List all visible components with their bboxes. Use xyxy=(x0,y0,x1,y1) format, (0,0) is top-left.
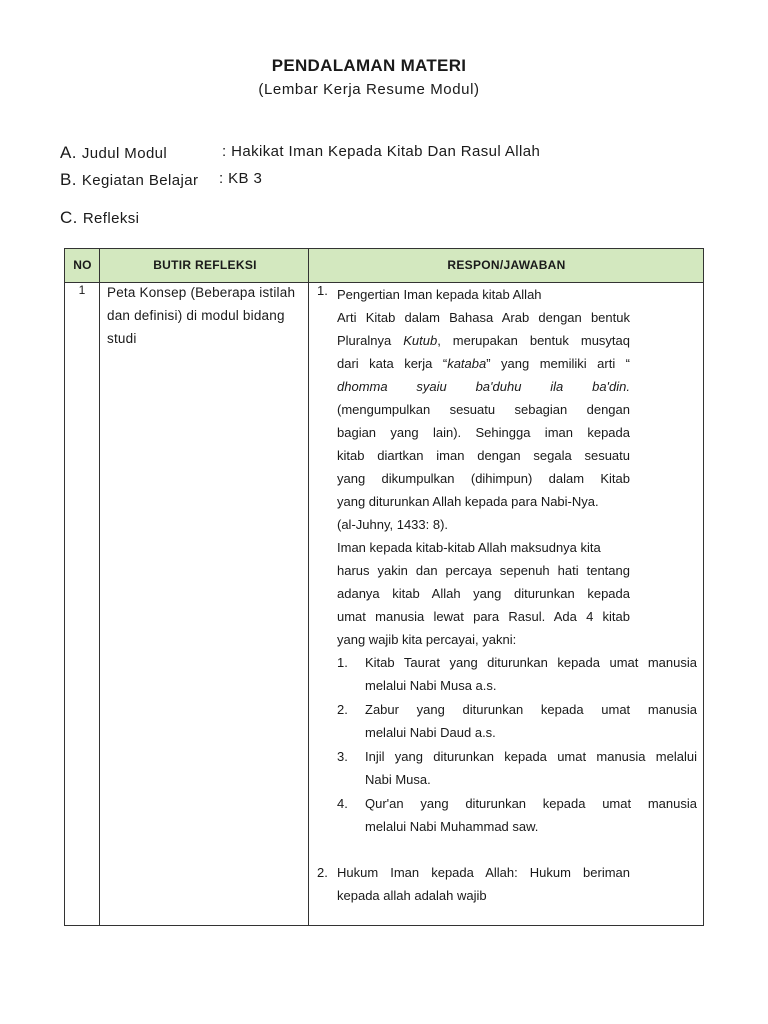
definition-paragraph xyxy=(337,306,630,651)
item-number: 2. xyxy=(317,865,328,880)
learning-activity-row xyxy=(60,170,263,190)
paragraph-line xyxy=(337,352,630,375)
list-text: melalui Nabi Musa a.s. xyxy=(365,678,497,693)
reflection-table xyxy=(64,248,704,926)
learning-activity-label: Kegiatan Belajar xyxy=(81,172,199,189)
text-run: Pluralnya xyxy=(337,333,404,348)
module-title-value: : Hakikat Iman Kepada Kitab Dan Rasul Allah xyxy=(222,143,541,160)
paragraph-line: kepada allah adalah wajib xyxy=(337,888,487,903)
paragraph-line: kitab diartkan iman dengan segala sesuatu xyxy=(337,448,630,463)
module-title-row xyxy=(60,143,541,163)
section-letter-a: A. xyxy=(60,143,77,162)
row-number: 1 xyxy=(78,283,86,297)
section-letter-b: B. xyxy=(60,170,77,189)
page-subtitle: (Lembar Kerja Resume Modul) xyxy=(258,81,480,98)
header-butir-refleksi: BUTIR REFLEKSI xyxy=(153,258,257,272)
reflection-row xyxy=(60,208,139,228)
list-text: Zabur yang diturunkan kepada umat manusia xyxy=(365,702,697,717)
column-divider xyxy=(308,249,309,925)
list-number: 1. xyxy=(337,655,348,670)
italic-term: Kutub xyxy=(403,333,438,348)
list-text: Nabi Musa. xyxy=(365,772,431,787)
list-text: Qur'an yang diturunkan kepada umat manusia xyxy=(365,796,697,811)
list-text: melalui Nabi Daud a.s. xyxy=(365,725,496,740)
paragraph-line: yang diturunkan Allah kepada para Nabi-Nya. xyxy=(337,494,599,509)
item-title: Pengertian Iman kepada kitab Allah xyxy=(337,287,542,302)
text-run: ” yang memiliki arti “ xyxy=(486,356,631,371)
paragraph-line: Hukum Iman kepada Allah: Hukum beriman xyxy=(337,865,630,880)
italic-term: kataba xyxy=(447,356,487,371)
reflection-label: Refleksi xyxy=(82,210,140,227)
list-text: melalui Nabi Muhammad saw. xyxy=(365,819,539,834)
page-title: PENDALAMAN MATERI xyxy=(271,56,467,75)
list-text: Injil yang diturunkan kepada umat manusia melalui xyxy=(365,749,697,764)
paragraph-line: umat manusia lewat para Rasul. Ada 4 kitab xyxy=(337,609,630,624)
paragraph-line: (mengumpulkan sesuatu sebagian dengan xyxy=(337,402,630,417)
italic-phrase: dhomma syaiu ba'duhu ila ba'din. xyxy=(337,379,630,394)
item-number: 1. xyxy=(317,283,328,298)
table-header xyxy=(65,249,703,283)
header-no: NO xyxy=(73,258,92,272)
header-respon-jawaban: RESPON/JAWABAN xyxy=(447,258,566,272)
paragraph-line: Iman kepada kitab-kitab Allah maksudnya kita xyxy=(337,540,601,555)
citation: (al-Juhny, 1433: 8). xyxy=(337,517,449,532)
list-text: Kitab Taurat yang diturunkan kepada umat manusia xyxy=(365,655,697,670)
list-number: 4. xyxy=(337,796,348,811)
paragraph-line: adanya kitab Allah yang diturunkan kepada xyxy=(337,586,630,601)
paragraph-line: yang wajib kita percayai, yakni: xyxy=(337,632,517,647)
text-run: dari kata kerja “ xyxy=(337,356,448,371)
column-divider xyxy=(99,249,100,925)
list-number: 2. xyxy=(337,702,348,717)
paragraph-line: Arti Kitab dalam Bahasa Arab dengan bentuk xyxy=(337,310,630,325)
paragraph-line: bagian yang lain). Sehingga iman kepada xyxy=(337,425,630,440)
paragraph-line: yang dikumpulkan (dihimpun) dalam Kitab xyxy=(337,471,630,486)
section-letter-c: C. xyxy=(60,208,78,227)
module-title-label: Judul Modul xyxy=(81,145,168,162)
text-run: , merupakan bentuk musytaq xyxy=(437,333,630,348)
butir-refleksi-cell: Peta Konsep (Beberapa istilah dan definisi) di modul bidang studi xyxy=(107,285,296,346)
paragraph-line: harus yakin dan percaya sepenuh hati tentang xyxy=(337,563,630,578)
learning-activity-value: : KB 3 xyxy=(219,170,263,187)
paragraph-line xyxy=(337,329,630,352)
list-number: 3. xyxy=(337,749,348,764)
